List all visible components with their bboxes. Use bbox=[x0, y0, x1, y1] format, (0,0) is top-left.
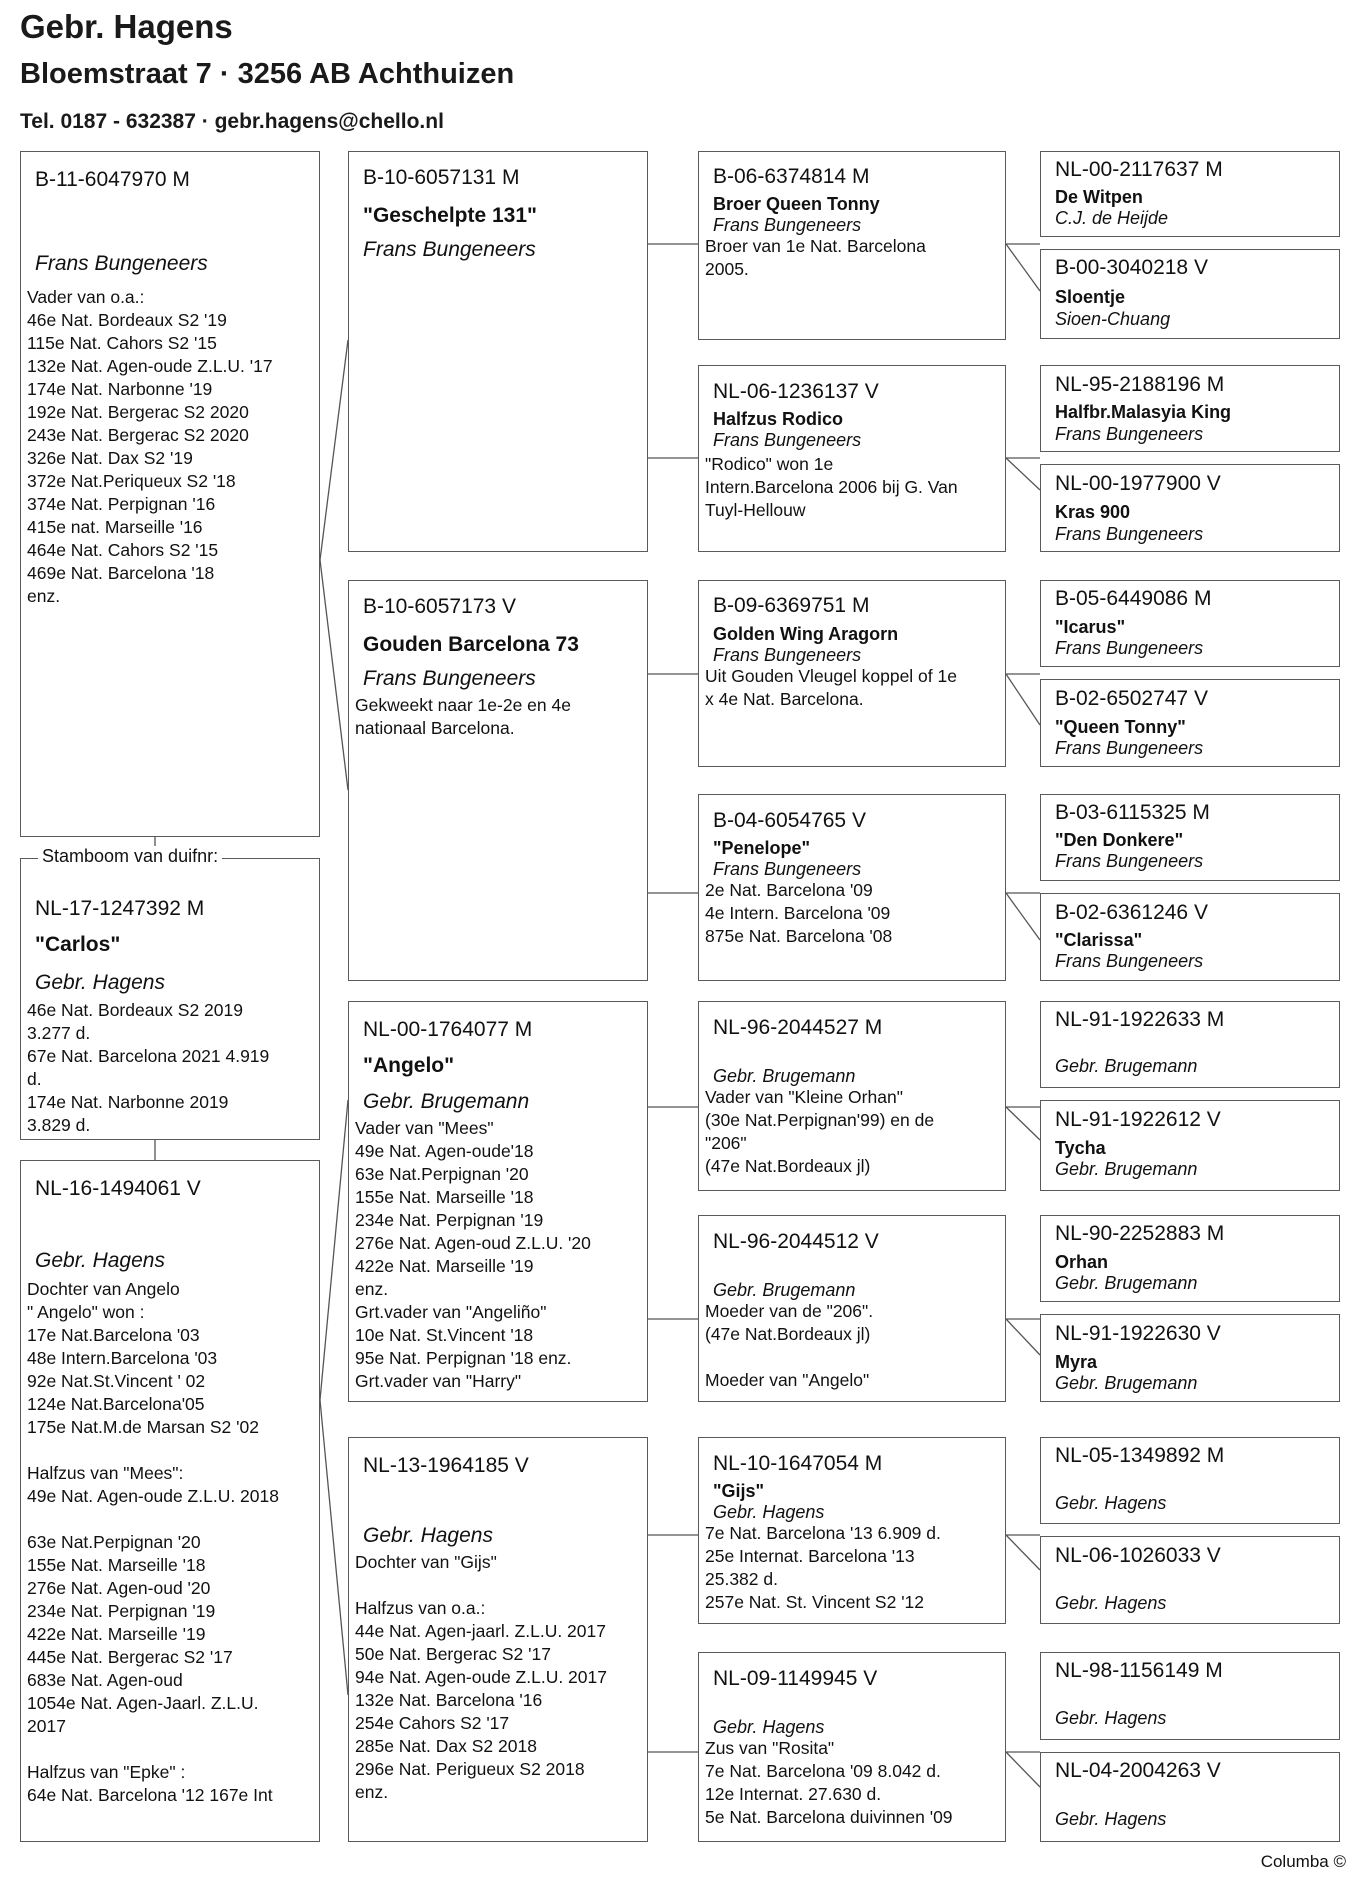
gen4-card-13[interactable] bbox=[1040, 1437, 1340, 1524]
gen4-card-14[interactable] bbox=[1040, 1536, 1340, 1624]
subject-card[interactable] bbox=[20, 858, 320, 1140]
footer-copyright: Columba © bbox=[1260, 1852, 1346, 1871]
subject-ring-number: NL-17-1247392 M bbox=[35, 897, 205, 920]
dam-notes: Dochter van Angelo " Angelo" won : 17e Nat.Barcelona '03 48e Intern.Barcelona '03 92e Nat.St.Vincent ' 02 124e Nat.Barcelona'05 175e Nat.M.de Marsan S2 '02 Halfzus van "Mees": 49e Nat. Agen-oude Z.L.U. 2018 63e Nat.Perpignan '20 155e Nat. Marseille '18 276e Nat. Agen-oud '20 234e Nat. Perpignan '19 422e Nat. Marseille '19 445e Nat. Bergerac S2 '17 683e Nat. Agen-oud 1054e Nat. Agen-Jaarl. Z.L.U. 2017 Halfzus van "Epke" : 64e Nat. Barcelona '12 167e Int bbox=[27, 1279, 279, 1805]
gen4-breeder: Gebr. Brugemann bbox=[1055, 1273, 1198, 1293]
breeder-name: Gebr. Hagens bbox=[20, 8, 233, 45]
gen4-card-1[interactable] bbox=[1040, 151, 1340, 237]
gen3-ring-number: NL-09-1149945 V bbox=[713, 1667, 878, 1690]
gen3-name: Broer Queen Tonny bbox=[713, 194, 880, 214]
gen4-breeder: Gebr. Hagens bbox=[1055, 1809, 1167, 1829]
gen4-card-2[interactable] bbox=[1040, 249, 1340, 339]
gen4-card-16[interactable] bbox=[1040, 1752, 1340, 1842]
gen3-ring-number: B-09-6369751 M bbox=[713, 594, 870, 617]
gen4-card-6[interactable] bbox=[1040, 679, 1340, 767]
gen2-notes: Dochter van "Gijs" Halfzus van o.a.: 44e Nat. Agen-jaarl. Z.L.U. 2017 50e Nat. Bergerac S2 '17 94e Nat. Agen-oude Z.L.U. 2017 132e Nat. Barcelona '16 254e Cahors S2 '17 285e Nat. Dax S2 2018 296e Nat. Perigueux S2 2018 enz. bbox=[355, 1552, 607, 1802]
gen4-card-5[interactable] bbox=[1040, 580, 1340, 667]
breeder-address: Bloemstraat 7 · 3256 AB Achthuizen bbox=[20, 58, 515, 90]
gen4-card-9[interactable] bbox=[1040, 1001, 1340, 1088]
gen2-card-dam-dam[interactable] bbox=[348, 1437, 648, 1842]
gen3-breeder: Frans Bungeneers bbox=[713, 430, 862, 450]
gen3-card-3[interactable] bbox=[698, 580, 1006, 767]
gen4-breeder: Gebr. Brugemann bbox=[1055, 1159, 1198, 1179]
gen3-card-5[interactable] bbox=[698, 1001, 1006, 1191]
gen4-ring-number: B-03-6115325 M bbox=[1055, 801, 1210, 824]
gen4-name: De Witpen bbox=[1055, 187, 1143, 207]
gen4-ring-number: NL-91-1922630 V bbox=[1055, 1322, 1221, 1345]
gen4-ring-number: B-05-6449086 M bbox=[1055, 587, 1212, 610]
gen4-ring-number: NL-00-2117637 M bbox=[1055, 158, 1223, 181]
gen4-card-15[interactable] bbox=[1040, 1652, 1340, 1740]
gen2-card-dam-sire[interactable] bbox=[348, 1001, 648, 1402]
gen2-card-sire-sire[interactable] bbox=[348, 151, 648, 552]
gen2-breeder: Gebr. Brugemann bbox=[363, 1090, 530, 1113]
gen3-ring-number: B-06-6374814 M bbox=[713, 165, 870, 188]
gen4-breeder: Frans Bungeneers bbox=[1055, 524, 1204, 544]
sire-ring-number: B-11-6047970 M bbox=[35, 168, 190, 191]
gen3-breeder: Gebr. Hagens bbox=[713, 1502, 825, 1522]
gen2-notes: Vader van "Mees" 49e Nat. Agen-oude'18 63e Nat.Perpignan '20 155e Nat. Marseille '18 234e Nat. Perpignan '19 276e Nat. Agen-oud Z.L.U. '20 422e Nat. Marseille '19 enz. Grt.vader van "Angeliño" 10e Nat. St.Vincent '18 95e Nat. Perpignan '18 enz. Grt.vader van "Harry" bbox=[355, 1118, 591, 1391]
gen3-name: "Penelope" bbox=[713, 838, 811, 858]
breeder-contact: Tel. 0187 - 632387 · gebr.hagens@chello.nl bbox=[20, 110, 444, 133]
gen3-breeder: Gebr. Brugemann bbox=[713, 1280, 856, 1300]
gen4-ring-number: NL-04-2004263 V bbox=[1055, 1759, 1221, 1782]
gen3-ring-number: B-04-6054765 V bbox=[713, 809, 866, 832]
gen4-breeder: Gebr. Hagens bbox=[1055, 1708, 1167, 1728]
gen4-name: "Clarissa" bbox=[1055, 930, 1143, 950]
gen3-breeder: Gebr. Hagens bbox=[713, 1717, 825, 1737]
gen2-name: "Angelo" bbox=[363, 1054, 455, 1077]
gen4-card-7[interactable] bbox=[1040, 794, 1340, 881]
sire-notes: Vader van o.a.: 46e Nat. Bordeaux S2 '19 115e Nat. Cahors S2 '15 132e Nat. Agen-oude Z.L.U. '17 174e Nat. Narbonne '19 192e Nat. Bergerac S2 2020 243e Nat. Bergerac S2 2020 326e Nat. Dax S2 '19 372e Nat.Periqueux S2 '18 374e Nat. Perpignan '16 415e nat. Marseille '16 464e Nat. Cahors S2 '15 469e Nat. Barcelona '18 enz. bbox=[27, 287, 273, 606]
gen4-card-4[interactable] bbox=[1040, 464, 1340, 552]
subject-notes: 46e Nat. Bordeaux S2 2019 3.277 d. 67e Nat. Barcelona 2021 4.919 d. 174e Nat. Narbonne 2019 3.829 d. bbox=[27, 1000, 270, 1135]
gen4-ring-number: NL-91-1922633 M bbox=[1055, 1008, 1225, 1031]
gen4-ring-number: NL-00-1977900 V bbox=[1055, 472, 1221, 495]
gen2-ring-number: B-10-6057173 V bbox=[363, 595, 516, 618]
gen4-ring-number: NL-95-2188196 M bbox=[1055, 373, 1225, 396]
subject-breeder: Gebr. Hagens bbox=[35, 971, 165, 994]
gen3-breeder: Gebr. Brugemann bbox=[713, 1066, 856, 1086]
gen4-ring-number: NL-98-1156149 M bbox=[1055, 1659, 1223, 1682]
gen4-name: Halfbr.Malasyia King bbox=[1055, 402, 1232, 422]
gen4-breeder: Frans Bungeneers bbox=[1055, 738, 1204, 758]
gen4-card-8[interactable] bbox=[1040, 893, 1340, 981]
gen3-notes: Zus van "Rosita" 7e Nat. Barcelona '09 8.042 d. 12e Internat. 27.630 d. 5e Nat. Barcelona duivinnen '09 bbox=[705, 1738, 953, 1827]
gen2-breeder: Frans Bungeneers bbox=[363, 667, 536, 690]
gen4-ring-number: NL-05-1349892 M bbox=[1055, 1444, 1225, 1467]
gen3-card-6[interactable] bbox=[698, 1215, 1006, 1402]
gen4-breeder: Gebr. Brugemann bbox=[1055, 1373, 1198, 1393]
pedigree-label: Stamboom van duifnr: bbox=[38, 846, 222, 867]
gen4-name: Sloentje bbox=[1055, 287, 1126, 307]
gen2-ring-number: NL-00-1764077 M bbox=[363, 1018, 533, 1041]
gen4-card-11[interactable] bbox=[1040, 1215, 1340, 1302]
gen4-ring-number: B-02-6361246 V bbox=[1055, 901, 1208, 924]
gen3-breeder: Frans Bungeneers bbox=[713, 859, 862, 879]
gen3-name: Golden Wing Aragorn bbox=[713, 624, 899, 644]
gen4-ring-number: NL-91-1922612 V bbox=[1055, 1108, 1221, 1131]
gen2-breeder: Frans Bungeneers bbox=[363, 238, 536, 261]
gen4-breeder: Gebr. Brugemann bbox=[1055, 1056, 1198, 1076]
gen4-breeder: C.J. de Heijde bbox=[1055, 208, 1169, 228]
gen4-name: "Den Donkere" bbox=[1055, 830, 1184, 850]
dam-ring-number: NL-16-1494061 V bbox=[35, 1177, 201, 1200]
gen2-name: Gouden Barcelona 73 bbox=[363, 633, 579, 656]
gen3-name: Halfzus Rodico bbox=[713, 409, 844, 429]
sire-card[interactable] bbox=[20, 151, 320, 837]
gen3-breeder: Frans Bungeneers bbox=[713, 645, 862, 665]
gen4-ring-number: B-00-3040218 V bbox=[1055, 256, 1208, 279]
gen3-card-2[interactable] bbox=[698, 365, 1006, 552]
gen3-notes: Broer van 1e Nat. Barcelona 2005. bbox=[705, 236, 926, 279]
gen4-breeder: Gebr. Hagens bbox=[1055, 1493, 1167, 1513]
gen3-notes: Moeder van de "206". (47e Nat.Bordeaux jl) Moeder van "Angelo" bbox=[705, 1301, 874, 1390]
gen3-notes: Vader van "Kleine Orhan" (30e Nat.Perpignan'99) en de "206" (47e Nat.Bordeaux jl) bbox=[705, 1087, 935, 1176]
gen4-breeder: Frans Bungeneers bbox=[1055, 638, 1204, 658]
gen3-notes: 7e Nat. Barcelona '13 6.909 d. 25e Internat. Barcelona '13 25.382 d. 257e Nat. St. Vincent S2 '12 bbox=[705, 1523, 941, 1612]
gen4-breeder: Frans Bungeneers bbox=[1055, 851, 1204, 871]
dam-breeder: Gebr. Hagens bbox=[35, 1249, 165, 1272]
gen3-card-4[interactable] bbox=[698, 794, 1006, 981]
gen4-breeder: Frans Bungeneers bbox=[1055, 424, 1204, 444]
gen2-notes: Gekweekt naar 1e-2e en 4e nationaal Barcelona. bbox=[355, 695, 571, 738]
gen3-notes: Uit Gouden Vleugel koppel of 1e x 4e Nat. Barcelona. bbox=[705, 666, 957, 709]
gen3-ring-number: NL-10-1647054 M bbox=[713, 1452, 883, 1475]
gen4-card-3[interactable] bbox=[1040, 365, 1340, 452]
gen3-card-1[interactable] bbox=[698, 151, 1006, 340]
sire-breeder: Frans Bungeneers bbox=[35, 252, 208, 275]
gen3-card-7[interactable] bbox=[698, 1437, 1006, 1624]
gen3-card-8[interactable] bbox=[698, 1652, 1006, 1842]
gen3-notes: 2e Nat. Barcelona '09 4e Intern. Barcelona '09 875e Nat. Barcelona '08 bbox=[705, 880, 893, 946]
gen2-name: "Geschelpte 131" bbox=[363, 204, 537, 227]
gen3-name: "Gijs" bbox=[713, 1481, 765, 1501]
gen4-name: "Icarus" bbox=[1055, 617, 1126, 637]
gen4-card-10[interactable] bbox=[1040, 1100, 1340, 1191]
gen4-ring-number: B-02-6502747 V bbox=[1055, 687, 1208, 710]
gen3-ring-number: NL-96-2044512 V bbox=[713, 1230, 879, 1253]
gen3-ring-number: NL-96-2044527 M bbox=[713, 1016, 883, 1039]
gen2-ring-number: NL-13-1964185 V bbox=[363, 1454, 529, 1477]
gen4-breeder: Sioen-Chuang bbox=[1055, 309, 1171, 329]
gen2-ring-number: B-10-6057131 M bbox=[363, 166, 520, 189]
gen4-ring-number: NL-06-1026033 V bbox=[1055, 1544, 1221, 1567]
gen3-breeder: Frans Bungeneers bbox=[713, 215, 862, 235]
gen4-name: Tycha bbox=[1055, 1138, 1106, 1158]
gen4-name: "Queen Tonny" bbox=[1055, 717, 1186, 737]
gen4-name: Myra bbox=[1055, 1352, 1098, 1372]
gen3-notes: "Rodico" won 1e Intern.Barcelona 2006 bij G. Van Tuyl-Hellouw bbox=[705, 454, 958, 520]
gen3-ring-number: NL-06-1236137 V bbox=[713, 380, 879, 403]
gen4-name: Orhan bbox=[1055, 1252, 1109, 1272]
gen4-name: Kras 900 bbox=[1055, 502, 1131, 522]
gen4-breeder: Gebr. Hagens bbox=[1055, 1593, 1167, 1613]
dam-card[interactable] bbox=[20, 1160, 320, 1842]
gen2-breeder: Gebr. Hagens bbox=[363, 1524, 493, 1547]
subject-name: "Carlos" bbox=[35, 933, 121, 956]
gen4-card-12[interactable] bbox=[1040, 1314, 1340, 1402]
gen2-card-sire-dam[interactable] bbox=[348, 580, 648, 981]
gen4-breeder: Frans Bungeneers bbox=[1055, 951, 1204, 971]
gen4-ring-number: NL-90-2252883 M bbox=[1055, 1222, 1225, 1245]
